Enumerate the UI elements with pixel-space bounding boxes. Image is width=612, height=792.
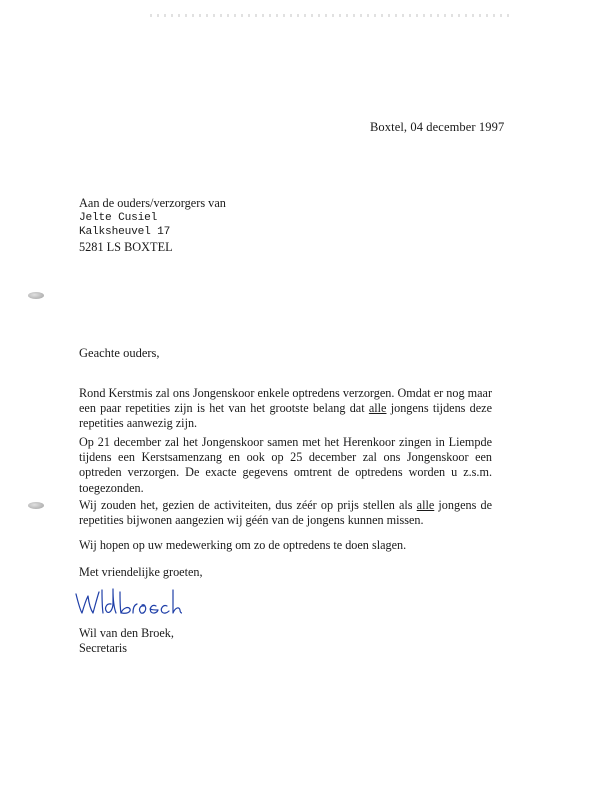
closing: Met vriendelijke groeten,	[79, 565, 203, 579]
paragraph-1-text-b: jongens tijdens deze repetities aanwezig zijn.	[79, 401, 492, 431]
salutation: Geachte ouders,	[79, 346, 160, 360]
paragraph-3-emphasis: alle	[416, 498, 435, 512]
paragraph-2: Op 21 december zal het Jongenskoor samen met het Herenkoor zingen in Liempde tijdens een Kerstsamenzang en ook op 25 december zal ons Jongenskoor een optreden verzorgen. De exacte gegevens omtrent de optredens worden u z.s.m. toegezonden.	[79, 435, 492, 495]
signer-title: Secretaris	[79, 640, 128, 655]
address-line-1: Aan de ouders/verzorgers van	[79, 196, 226, 210]
paragraph-3-text-b: jongens de repetities bijwonen aangezien wij géén van de jongens kunnen missen.	[79, 498, 492, 528]
address-line-3: Kalksheuvel 17	[79, 226, 171, 239]
punch-hole-bottom	[28, 502, 44, 509]
paragraph-1-emphasis: alle	[368, 401, 387, 416]
paragraph-1-text-a: Rond Kerstmis zal ons Jongenskoor enkele optredens verzorgen. Omdat er nog maar een paar repetities zijn is het van het grootste belang dat	[79, 386, 492, 416]
handwritten-signature	[72, 586, 182, 620]
punch-hole-top	[28, 292, 44, 299]
address-line-4: 5281 LS BOXTEL	[79, 239, 173, 254]
recipient-address	[79, 196, 226, 254]
paragraph-1	[79, 386, 492, 432]
signer-name: Wil van den Broek,	[79, 626, 174, 640]
address-line-2: Jelte Cusiel	[79, 211, 158, 224]
paragraph-4: Wij hopen op uw medewerking om zo de optredens te doen slagen.	[79, 538, 407, 552]
signer-block	[79, 626, 174, 656]
paragraph-3	[79, 498, 492, 528]
paragraph-3-text-a: Wij zouden het, gezien de activiteiten, dus zéér op prijs stellen als	[79, 498, 417, 512]
letter-date: Boxtel, 04 december 1997	[370, 120, 505, 134]
scan-noise-strip	[150, 14, 510, 17]
